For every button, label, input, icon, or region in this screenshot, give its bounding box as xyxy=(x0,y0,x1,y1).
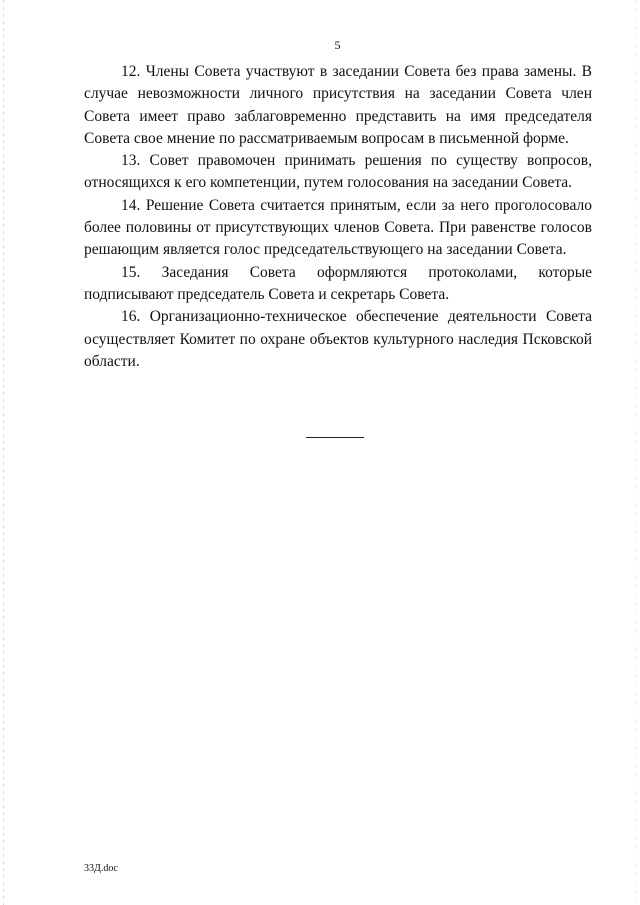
paragraph-16: 16. Организационно-техническое обеспечение деятельности Совета осуществляет Комитет по охране объектов культурного наследия Псковской области. xyxy=(84,308,592,370)
paragraph-15: 15. Заседания Совета оформляются протоколами, которые подписывают председатель Совета и секретарь Совета. xyxy=(84,263,592,303)
paragraph-12: 12. Члены Совета участвуют в заседании Совета без права замены. В случае невозможности личного присутствия на заседании Совета член Совета имеет право заблаговременно представить на имя председателя Совета свое мнение по рассматриваемым вопросам в письменной форме. xyxy=(84,63,592,147)
scan-edge-right xyxy=(635,0,636,905)
page-number: 5 xyxy=(334,38,341,52)
end-separator-line xyxy=(306,437,364,438)
paragraph-14: 14. Решение Совета считается принятым, если за него проголосовало более половины от присутствующих членов Совета. При равенстве голосов решающим является голос председательствующего на заседании Совета. xyxy=(84,196,592,259)
paragraph-13: 13. Совет правомочен принимать решения по существу вопросов, относящихся к его компетенции, путем голосования на заседании Совета. xyxy=(84,152,592,192)
document-body xyxy=(84,61,592,373)
scan-edge-left xyxy=(3,0,4,905)
file-name-footer: 33Д.doc xyxy=(84,863,118,874)
